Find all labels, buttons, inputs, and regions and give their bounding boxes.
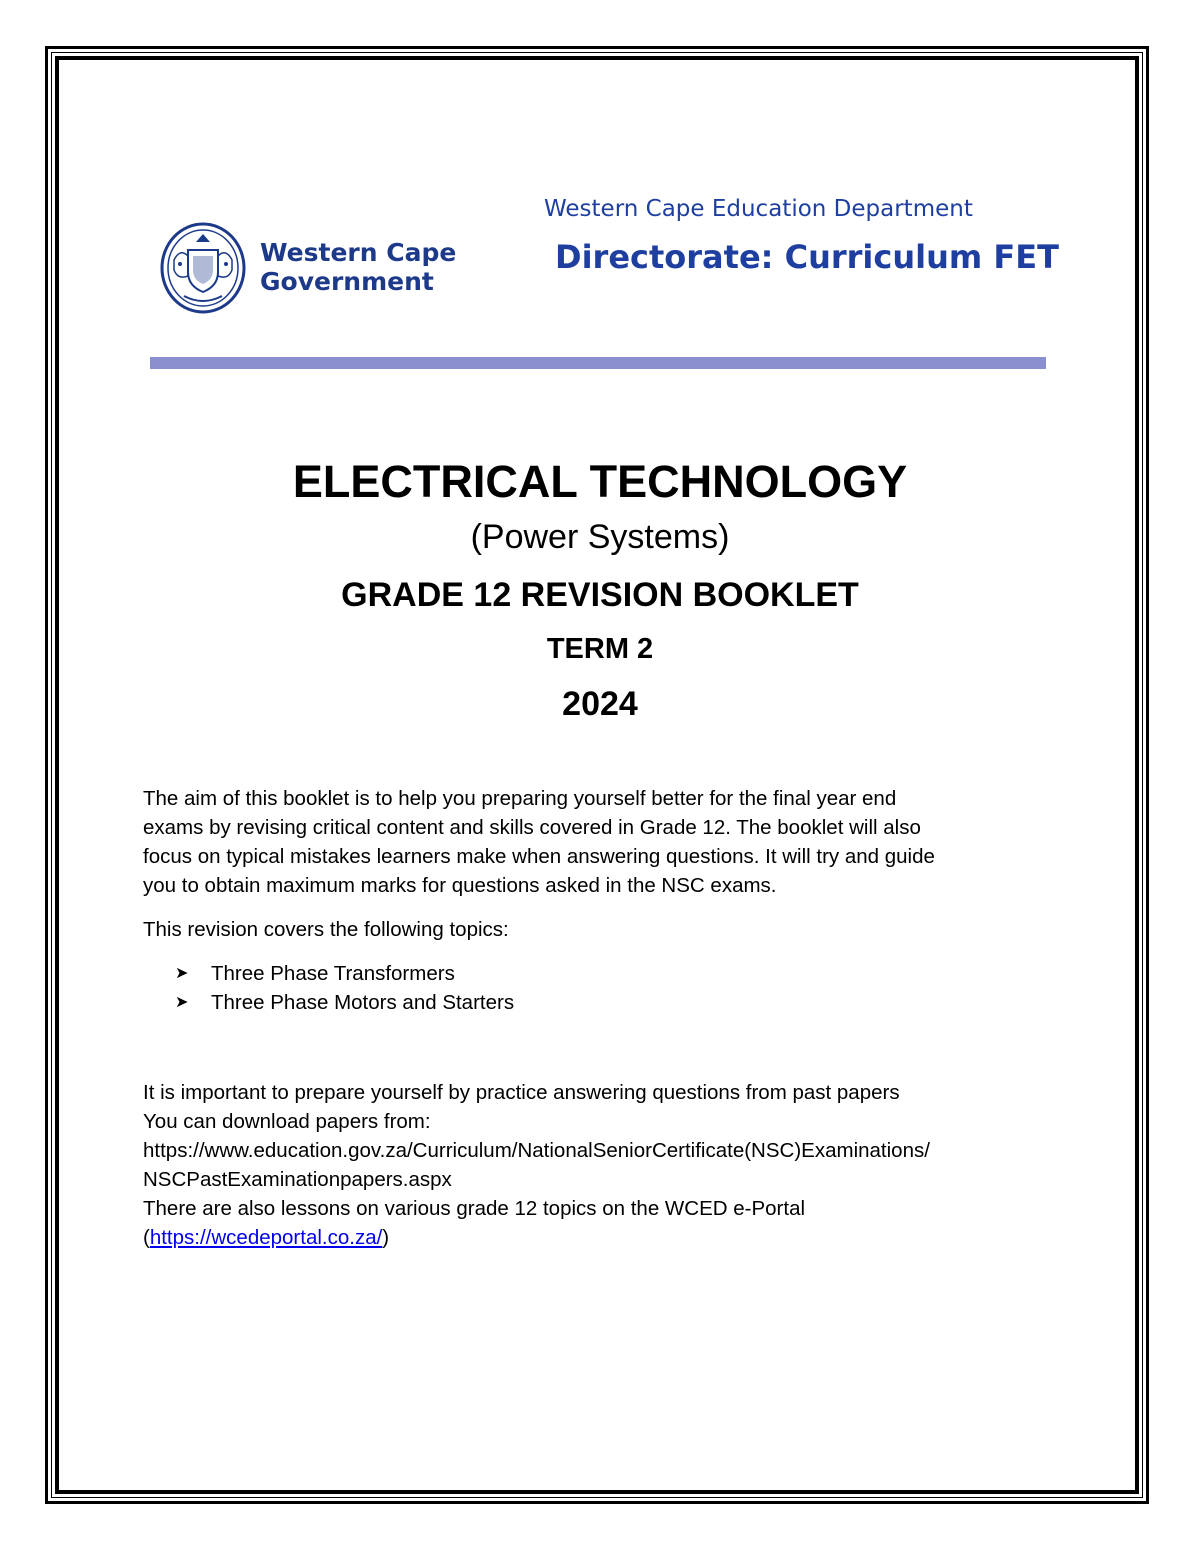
topic-label: Three Phase Motors and Starters [211, 991, 515, 1014]
subject-subtitle: (Power Systems) [470, 518, 730, 556]
past-papers-url-1: https://www.education.gov.za/Curriculum/NationalSeniorCertificate(NSC)Examinations/ [143, 1139, 930, 1162]
list-item [175, 988, 514, 1017]
paren-close: ) [382, 1226, 390, 1249]
logo-line-2: Government [260, 267, 434, 296]
list-item [175, 959, 514, 988]
directorate-name: Directorate: Curriculum FET [555, 238, 1059, 276]
logo-wordmark [260, 238, 456, 296]
aim-line: exams by revising critical content and skills covered in Grade 12. The booklet will also [143, 816, 921, 839]
past-papers-url-2: NSCPastExaminationpapers.aspx [143, 1168, 452, 1191]
booklet-title: GRADE 12 REVISION BOOKLET [341, 576, 859, 614]
resources-line-2: You can download papers from: [143, 1110, 431, 1133]
paren-open: ( [143, 1226, 150, 1249]
arrow-bullet-icon: ➤ [175, 994, 189, 1011]
resources-paragraph [143, 1078, 1063, 1252]
aim-line: The aim of this booklet is to help you preparing yourself better for the final year end [143, 787, 897, 810]
aim-paragraph [143, 784, 1063, 900]
resources-line-3: There are also lessons on various grade 12 topics on the WCED e-Portal [143, 1197, 806, 1220]
logo-line-1: Western Cape [260, 238, 457, 267]
department-name: Western Cape Education Department [544, 196, 973, 222]
arrow-bullet-icon: ➤ [175, 965, 189, 982]
aim-line: focus on typical mistakes learners make when answering questions. It will try and guide [143, 845, 935, 868]
western-cape-government-logo [160, 220, 470, 316]
year-label: 2024 [562, 685, 638, 723]
coat-of-arms-icon [160, 220, 250, 316]
wced-portal-link[interactable]: https://wcedeportal.co.za/ [149, 1226, 383, 1249]
header-divider [150, 357, 1046, 369]
portal-line [143, 1223, 1063, 1252]
aim-line: you to obtain maximum marks for questions asked in the NSC exams. [143, 874, 777, 897]
term-label: TERM 2 [546, 633, 654, 665]
resources-line-1: It is important to prepare yourself by practice answering questions from past papers [143, 1081, 900, 1104]
topic-label: Three Phase Transformers [211, 962, 455, 985]
subject-title: ELECTRICAL TECHNOLOGY [292, 456, 908, 507]
topics-list [175, 959, 514, 1017]
topics-heading: This revision covers the following topics: [143, 918, 509, 941]
